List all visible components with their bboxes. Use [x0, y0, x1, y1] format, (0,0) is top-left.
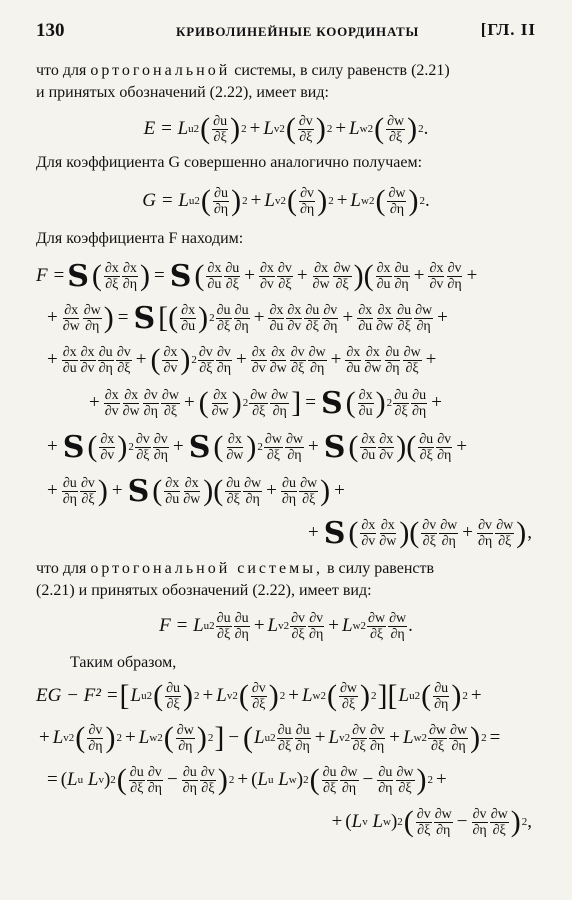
equation-F-line-7: + S ( $\frac{\partial x}{\partial v}$ $\frac{\partial x}{\partial w}$ )( $\frac{\partial v}{\partial\xi}$ $\frac{\partial w}{\partial\eta}$ + $\frac{\partial v}{\partial\eta}$ $\frac{\partial w}{\partial\xi}$ ) ,: [307, 515, 532, 551]
page-number: 130: [36, 20, 65, 41]
equation-EG-line-4: + ( L v L w ) 2 ( $\frac{\partial v}{\partial\xi}$ $\frac{\partial w}{\partial\eta}$ − $\frac{\partial v}{\partial\eta}$ $\frac{\partial w}{\partial\xi}$ ) 2 ,: [331, 805, 532, 838]
equation-E: E = L u 2 ( $\frac{\partial u}{\partial\xi}$ ) 2 + L v 2 ( $\frac{\partial v}{\partial\xi}$ ) 2 + L w 2 ( $\frac{\partial w}{\partial\xi}$ ) 2 .: [143, 112, 429, 145]
equation-F-line-1: F = S ( $\frac{\partial x}{\partial\xi}$ $\frac{\partial x}{\partial\eta}$ ) = S ( $\frac{\partial x}{\partial u}$ $\frac{\partial u}{\partial\xi}$ + $\frac{\partial x}{\partial v}$ $\frac{\partial v}{\partial\xi}$ + $\frac{\partial x}{\partial w}$ $\frac{\partial w}{\partial\xi}$ )( $\frac{\partial x}{\partial u}$ $\frac{\partial u}{\partial\eta}$ + $\frac{\partial x}{\partial v}$ $\frac{\partial v}{\partial\eta}$ +: [36, 258, 478, 294]
paragraph-1-line-1: что для ортогональной системы, в силу равенств (2.21): [36, 62, 450, 79]
equation-G: G = L u 2 ( $\frac{\partial u}{\partial\eta}$ ) 2 + L v 2 ( $\frac{\partial v}{\partial\eta}$ ) 2 + L w 2 ( $\frac{\partial w}{\partial\eta}$ ) 2 .: [142, 184, 430, 217]
paragraph-3: Для коэффициента F находим:: [36, 230, 244, 247]
equation-F-line-4: + $\frac{\partial x}{\partial v}$ $\frac{\partial x}{\partial w}$ $\frac{\partial v}{\partial\eta}$ $\frac{\partial w}{\partial\xi}$ + ( $\frac{\partial x}{\partial w}$ ) 2 $\frac{\partial w}{\partial\xi}$ $\frac{\partial w}{\partial\eta}$ ] = S ( $\frac{\partial x}{\partial u}$ ) 2 $\frac{\partial u}{\partial\xi}$ $\frac{\partial u}{\partial\eta}$ +: [89, 385, 442, 421]
paragraph-2: Для коэффициента G совершенно аналогично получаем:: [36, 154, 423, 171]
equation-EG-line-3: = ( L u L v ) 2 ( $\frac{\partial u}{\partial\xi}$ $\frac{\partial v}{\partial\eta}$ − $\frac{\partial u}{\partial\eta}$ $\frac{\partial v}{\partial\xi}$ ) 2 + ( L u L w ) 2 ( $\frac{\partial u}{\partial\xi}$ $\frac{\partial w}{\partial\eta}$ − $\frac{\partial u}{\partial\eta}$ $\frac{\partial w}{\partial\xi}$ ) 2 +: [47, 763, 447, 796]
equation-F-line-2: + $\frac{\partial x}{\partial w}$ $\frac{\partial w}{\partial\eta}$ ) = S [( $\frac{\partial x}{\partial u}$ ) 2 $\frac{\partial u}{\partial\xi}$ $\frac{\partial u}{\partial\eta}$ + $\frac{\partial x}{\partial u}$ $\frac{\partial x}{\partial v}$ $\frac{\partial u}{\partial\xi}$ $\frac{\partial v}{\partial\eta}$ + $\frac{\partial x}{\partial u}$ $\frac{\partial x}{\partial w}$ $\frac{\partial u}{\partial\xi}$ $\frac{\partial w}{\partial\eta}$ +: [47, 300, 448, 336]
equation-F-line-3: + $\frac{\partial x}{\partial u}$ $\frac{\partial x}{\partial v}$ $\frac{\partial u}{\partial\eta}$ $\frac{\partial v}{\partial\xi}$ + ( $\frac{\partial x}{\partial v}$ ) 2 $\frac{\partial v}{\partial\xi}$ $\frac{\partial v}{\partial\eta}$ + $\frac{\partial x}{\partial v}$ $\frac{\partial x}{\partial w}$ $\frac{\partial v}{\partial\xi}$ $\frac{\partial w}{\partial\eta}$ + $\frac{\partial x}{\partial u}$ $\frac{\partial x}{\partial w}$ $\frac{\partial u}{\partial\eta}$ $\frac{\partial w}{\partial\xi}$ +: [47, 343, 437, 376]
chapter-label: [ГЛ. II: [480, 20, 536, 39]
equation-F-orthogonal: F = L u 2 $\frac{\partial u}{\partial\xi}$ $\frac{\partial u}{\partial\eta}$ + L v 2 $\frac{\partial v}{\partial\xi}$ $\frac{\partial v}{\partial\eta}$ + L w 2 $\frac{\partial w}{\partial\xi}$ $\frac{\partial w}{\partial\eta}$ .: [159, 610, 413, 642]
equation-F-line-6: + $\frac{\partial u}{\partial\eta}$ $\frac{\partial v}{\partial\xi}$ ) + S ( $\frac{\partial x}{\partial u}$ $\frac{\partial x}{\partial w}$ )( $\frac{\partial u}{\partial\xi}$ $\frac{\partial w}{\partial\eta}$ + $\frac{\partial u}{\partial\eta}$ $\frac{\partial w}{\partial\xi}$ ) +: [47, 473, 345, 509]
equation-EG-line-2: + L v 2 ( $\frac{\partial v}{\partial\eta}$ ) 2 + L w 2 ( $\frac{\partial w}{\partial\eta}$ ) 2 ] − ( L u 2 $\frac{\partial u}{\partial\xi}$ $\frac{\partial u}{\partial\eta}$ + L v 2 $\frac{\partial v}{\partial\xi}$ $\frac{\partial v}{\partial\eta}$ + L w 2 $\frac{\partial w}{\partial\xi}$ $\frac{\partial w}{\partial\eta}$ ) 2 =: [39, 721, 501, 754]
paragraph-4-line-2: (2.21) и принятых обозначений (2.22), имеет вид:: [36, 582, 372, 599]
page-header: [36, 14, 536, 44]
paragraph-5: Таким образом,: [70, 654, 177, 671]
equation-EG-line-1: EG − F² = [ L u 2 ( $\frac{\partial u}{\partial\xi}$ ) 2 + L v 2 ( $\frac{\partial v}{\partial\xi}$ ) 2 + L w 2 ( $\frac{\partial w}{\partial\xi}$ ) 2 ][ L u 2 ( $\frac{\partial u}{\partial\eta}$ ) 2 +: [36, 679, 482, 712]
spaced-word: ортогональной: [90, 62, 231, 79]
spaced-word: ортогональной системы,: [90, 560, 323, 577]
paragraph-4-line-1: что для ортогональной системы, в силу равенств: [36, 560, 435, 577]
equation-F-line-5: + S ( $\frac{\partial x}{\partial v}$ ) 2 $\frac{\partial v}{\partial\xi}$ $\frac{\partial v}{\partial\eta}$ + S ( $\frac{\partial x}{\partial w}$ ) 2 $\frac{\partial w}{\partial\xi}$ $\frac{\partial w}{\partial\eta}$ + S ( $\frac{\partial x}{\partial u}$ $\frac{\partial x}{\partial v}$ )( $\frac{\partial u}{\partial\xi}$ $\frac{\partial v}{\partial\eta}$ +: [47, 429, 468, 465]
running-title: КРИВОЛИНЕЙНЫЕ КООРДИНАТЫ: [176, 24, 420, 39]
paragraph-1-line-2: и принятых обозначений (2.22), имеет вид:: [36, 84, 329, 101]
